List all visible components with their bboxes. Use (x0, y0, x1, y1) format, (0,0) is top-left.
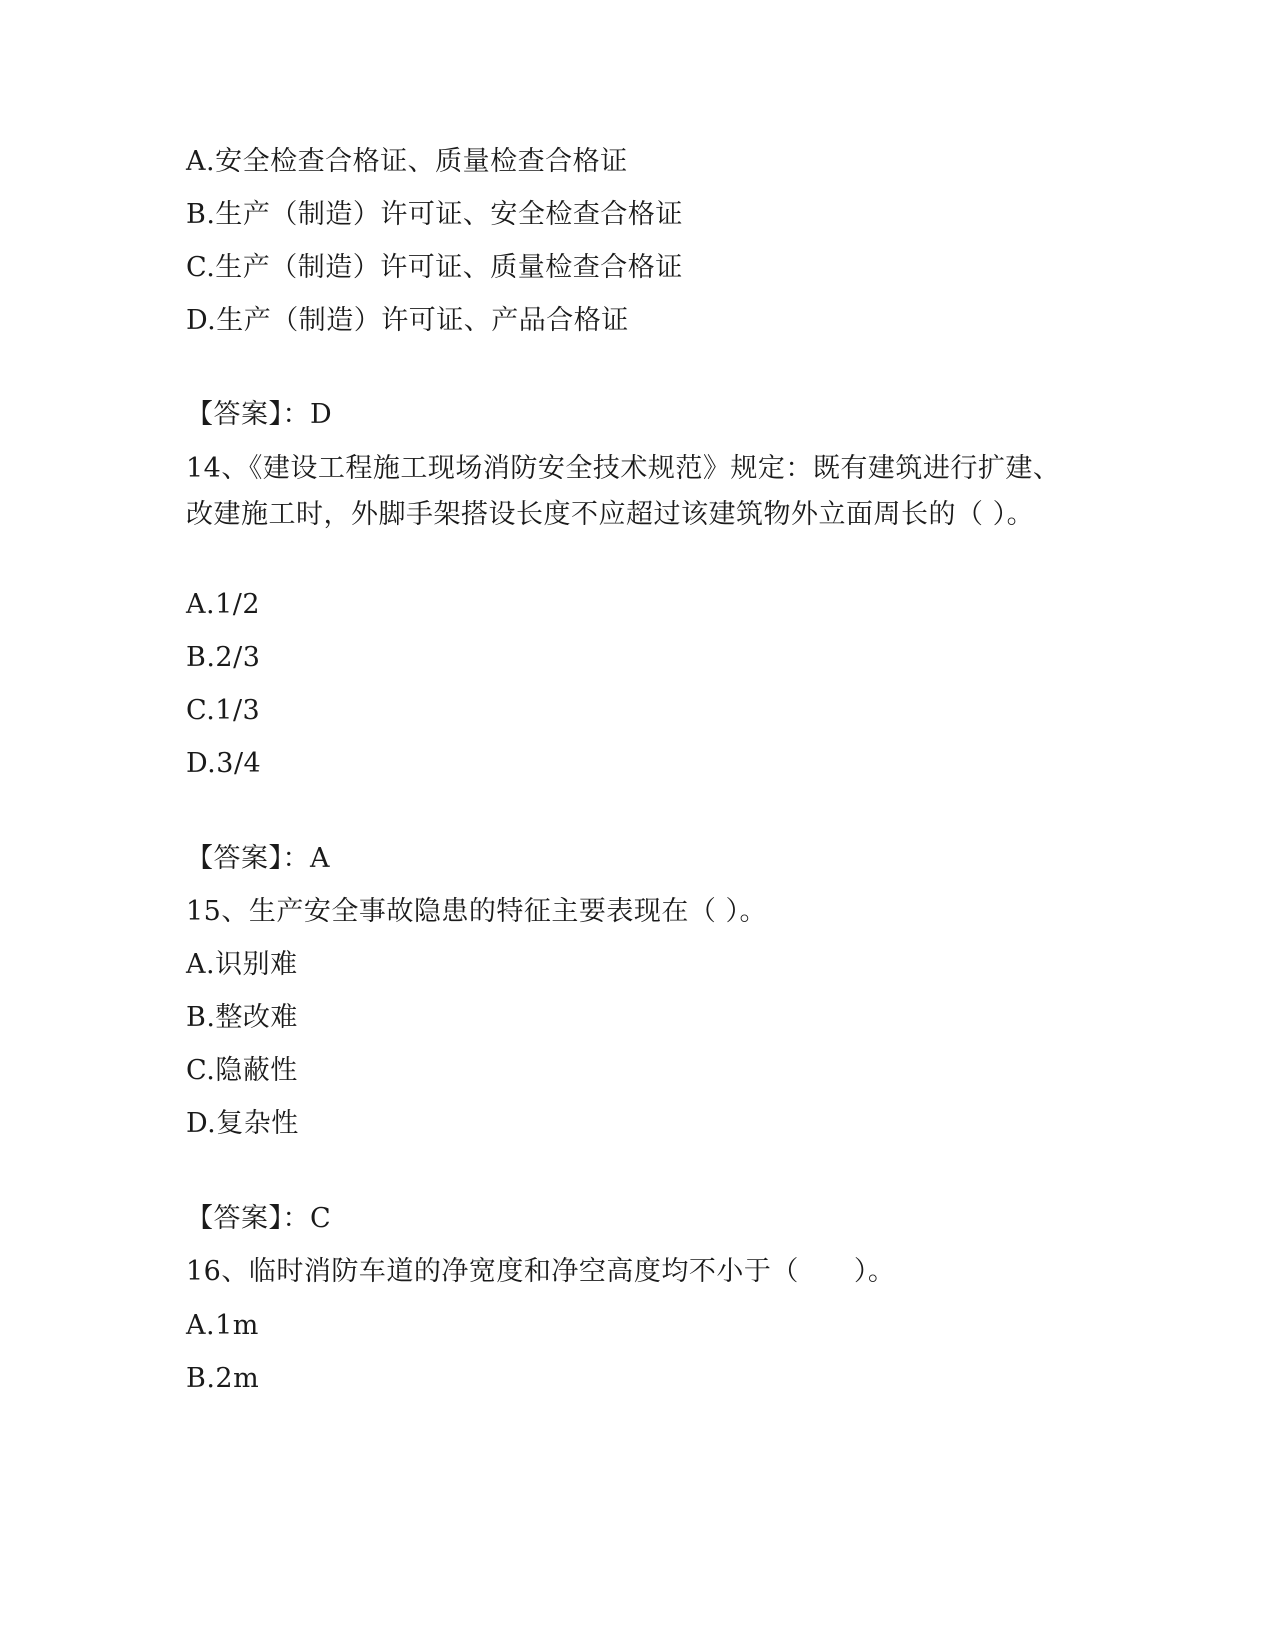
q14-option-d: D.3/4 (186, 748, 262, 779)
q14-question: 14、《建设工程施工现场消防安全技术规范》规定：既有建筑进行扩建、改建施工时，外脚手架搭设长度不应超过该建筑物外立面周长的（ ）。 (186, 453, 1061, 530)
q13-option-c: C.生产（制造）许可证、质量检查合格证 (186, 252, 683, 283)
q14-option-c: C.1/3 (186, 695, 261, 726)
q13-option-a: A.安全检查合格证、质量检查合格证 (186, 146, 628, 177)
q15-answer: 【答案】：C (186, 1203, 332, 1234)
q13-option-d: D.生产（制造）许可证、产品合格证 (186, 305, 629, 336)
q15-option-d: D.复杂性 (186, 1108, 299, 1139)
q15-option-b: B.整改难 (186, 1002, 298, 1033)
q13-answer: 【答案】：D (186, 399, 333, 430)
q16-option-a: A.1m (186, 1310, 259, 1341)
q16-question: 16、临时消防车道的净宽度和净空高度均不小于（ ）。 (186, 1256, 896, 1287)
q14-option-b: B.2/3 (186, 642, 261, 673)
q14-option-a: A.1/2 (186, 589, 261, 620)
q14-answer: 【答案】：A (186, 843, 330, 874)
q15-option-c: C.隐蔽性 (186, 1055, 298, 1086)
q15-option-a: A.识别难 (186, 949, 298, 980)
q15-question: 15、生产安全事故隐患的特征主要表现在（ ）。 (186, 896, 767, 927)
q13-option-b: B.生产（制造）许可证、安全检查合格证 (186, 199, 683, 230)
q16-option-b: B.2m (186, 1363, 260, 1394)
